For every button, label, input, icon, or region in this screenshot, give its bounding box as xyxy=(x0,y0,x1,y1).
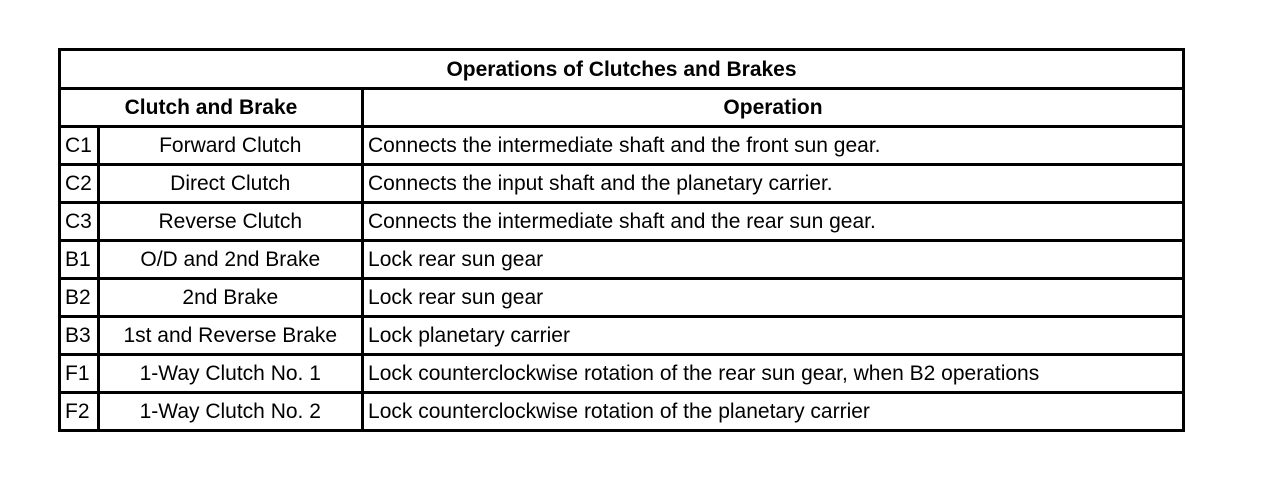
component-code: B1 xyxy=(60,241,99,279)
table-title: Operations of Clutches and Brakes xyxy=(60,50,1184,89)
operation-description: Connects the intermediate shaft and the front sun gear. xyxy=(363,127,1184,165)
table-row xyxy=(60,355,1184,393)
component-name: Forward Clutch xyxy=(98,127,363,165)
header-operation: Operation xyxy=(363,89,1184,127)
component-name: Direct Clutch xyxy=(98,165,363,203)
component-code: C2 xyxy=(60,165,99,203)
table-body xyxy=(60,127,1184,431)
table-row xyxy=(60,317,1184,355)
component-name: 1-Way Clutch No. 2 xyxy=(98,393,363,431)
operation-description: Lock planetary carrier xyxy=(363,317,1184,355)
component-name: 2nd Brake xyxy=(98,279,363,317)
operation-description: Lock rear sun gear xyxy=(363,279,1184,317)
operation-description: Lock rear sun gear xyxy=(363,241,1184,279)
operation-description: Lock counterclockwise rotation of the planetary carrier xyxy=(363,393,1184,431)
operation-description: Lock counterclockwise rotation of the rear sun gear, when B2 operations xyxy=(363,355,1184,393)
component-code: C3 xyxy=(60,203,99,241)
table-row xyxy=(60,203,1184,241)
table-row xyxy=(60,165,1184,203)
header-row xyxy=(60,89,1184,127)
operation-description: Connects the input shaft and the planetary carrier. xyxy=(363,165,1184,203)
title-row xyxy=(60,50,1184,89)
table-header xyxy=(60,50,1184,127)
header-clutch-and-brake: Clutch and Brake xyxy=(60,89,363,127)
component-name: O/D and 2nd Brake xyxy=(98,241,363,279)
operations-table xyxy=(58,48,1185,432)
table-row xyxy=(60,127,1184,165)
operation-description: Connects the intermediate shaft and the rear sun gear. xyxy=(363,203,1184,241)
component-code: C1 xyxy=(60,127,99,165)
component-name: Reverse Clutch xyxy=(98,203,363,241)
table-row xyxy=(60,393,1184,431)
component-code: F1 xyxy=(60,355,99,393)
table-row xyxy=(60,241,1184,279)
component-code: B2 xyxy=(60,279,99,317)
component-code: B3 xyxy=(60,317,99,355)
component-code: F2 xyxy=(60,393,99,431)
table-row xyxy=(60,279,1184,317)
component-name: 1st and Reverse Brake xyxy=(98,317,363,355)
component-name: 1-Way Clutch No. 1 xyxy=(98,355,363,393)
